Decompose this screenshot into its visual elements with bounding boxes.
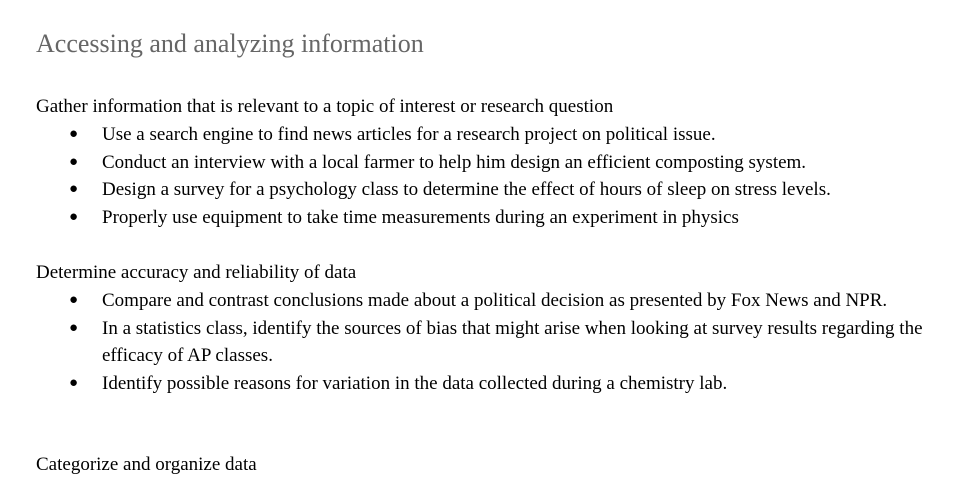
bullet-icon: ● [69, 126, 79, 142]
section-heading: Gather information that is relevant to a topic of interest or research question [36, 96, 614, 117]
list-item [36, 121, 966, 149]
list-item [36, 149, 966, 177]
bullet-icon: ● [69, 153, 79, 170]
bullet-icon: ● [69, 209, 79, 226]
bullet-icon: ● [69, 319, 79, 336]
list-item-text: Use a search engine to find news articles for a research project on political issue. [102, 124, 716, 145]
list-item-text: Conduct an interview with a local farmer to help him design an efficient composting system. [102, 151, 807, 173]
section-accuracy-reliability [36, 259, 966, 398]
section-gather-information [36, 93, 966, 232]
bullet-icon: ● [69, 292, 79, 308]
list-item-text: In a statistics class, identify the sources of bias that might arise when looking at survey results regarding the efficacy of AP classes. [102, 317, 923, 367]
section-heading: Categorize and organize data [36, 454, 257, 475]
list-item [36, 370, 966, 398]
bullet-list [36, 121, 966, 232]
page-title: Accessing and analyzing information [36, 29, 424, 58]
list-item-text: Properly use equipment to take time measurements during an experiment in physics [102, 207, 739, 229]
list-item [36, 176, 966, 204]
list-item-text: Design a survey for a psychology class to determine the effect of hours of sleep on stress levels. [102, 179, 831, 201]
section-heading: Determine accuracy and reliability of data [36, 262, 357, 283]
list-item [36, 287, 966, 315]
bullet-list [36, 287, 966, 398]
list-item [36, 204, 966, 232]
section-categorize-organize [36, 451, 966, 479]
list-item-text: Compare and contrast conclusions made about a political decision as presented by Fox News and NPR. [102, 290, 888, 311]
bullet-icon: ● [69, 181, 79, 198]
list-item [36, 315, 966, 370]
list-item-text: Identify possible reasons for variation in the data collected during a chemistry lab. [102, 373, 728, 395]
bullet-icon: ● [69, 375, 79, 392]
